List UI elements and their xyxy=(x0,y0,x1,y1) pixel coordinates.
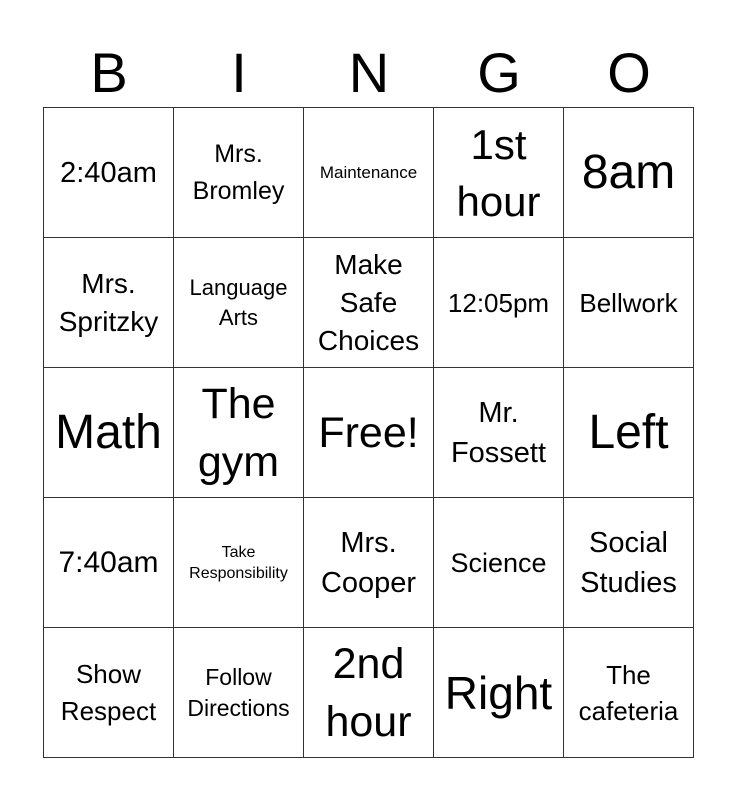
cell-text: Bellwork xyxy=(579,287,678,318)
bingo-cell[interactable] xyxy=(564,238,694,368)
bingo-cell[interactable] xyxy=(44,498,174,628)
bingo-board xyxy=(43,107,694,758)
cell-text: Free! xyxy=(318,408,419,457)
header-letter-b: B xyxy=(90,41,128,104)
cell-text: 12:05pm xyxy=(447,287,550,318)
bingo-cell[interactable] xyxy=(304,628,434,758)
header-letter-n: N xyxy=(348,41,390,104)
bingo-cell[interactable] xyxy=(564,628,694,758)
bingo-header xyxy=(44,40,694,106)
cell-text: 8am xyxy=(581,145,676,199)
cell-text: 2nd hour xyxy=(325,639,412,746)
bingo-cell[interactable] xyxy=(174,238,304,368)
free-space-cell[interactable] xyxy=(304,368,434,498)
bingo-cell[interactable] xyxy=(44,628,174,758)
cell-text: Make Safe Choices xyxy=(317,248,420,356)
cell-text: 2:40am xyxy=(60,156,157,189)
cell-text: Left xyxy=(588,405,669,459)
bingo-cell[interactable] xyxy=(434,108,564,238)
cell-text: Social Studies xyxy=(580,526,677,599)
bingo-cell[interactable] xyxy=(564,368,694,498)
bingo-cell[interactable] xyxy=(44,238,174,368)
header-letter-o: O xyxy=(607,41,651,104)
cell-text: Science xyxy=(450,547,547,578)
bingo-cell[interactable] xyxy=(44,368,174,498)
header-letter-i: I xyxy=(231,41,247,104)
bingo-cell[interactable] xyxy=(434,628,564,758)
cell-text: Mr. Fossett xyxy=(450,396,547,469)
cell-text: Follow Directions xyxy=(187,663,290,721)
cell-text: Right xyxy=(444,666,553,719)
bingo-cell[interactable] xyxy=(564,498,694,628)
bingo-cell[interactable] xyxy=(434,368,564,498)
cell-text: The gym xyxy=(197,379,280,486)
bingo-cell[interactable] xyxy=(304,108,434,238)
cell-text: The cafeteria xyxy=(578,659,679,726)
cell-text: Language Arts xyxy=(189,274,288,330)
bingo-cell[interactable] xyxy=(44,108,174,238)
cell-text: 1st hour xyxy=(456,120,541,225)
header-letter-g: G xyxy=(477,41,521,104)
bingo-cell[interactable] xyxy=(304,238,434,368)
cell-text: Show Respect xyxy=(60,658,157,726)
bingo-cell[interactable] xyxy=(174,108,304,238)
cell-text: Math xyxy=(55,405,162,459)
cell-text: Mrs. Bromley xyxy=(192,139,285,205)
cell-text: Take Responsibility xyxy=(189,543,288,582)
cell-text: Mrs. Cooper xyxy=(320,526,417,599)
bingo-cell[interactable] xyxy=(434,498,564,628)
bingo-cell[interactable] xyxy=(174,498,304,628)
cell-text: Mrs. Spritzky xyxy=(58,267,159,337)
bingo-cell[interactable] xyxy=(304,498,434,628)
cell-text: 7:40am xyxy=(58,545,159,579)
bingo-cell[interactable] xyxy=(564,108,694,238)
cell-text: Maintenance xyxy=(319,163,418,182)
bingo-cell[interactable] xyxy=(434,238,564,368)
bingo-cell[interactable] xyxy=(174,628,304,758)
bingo-cell[interactable] xyxy=(174,368,304,498)
